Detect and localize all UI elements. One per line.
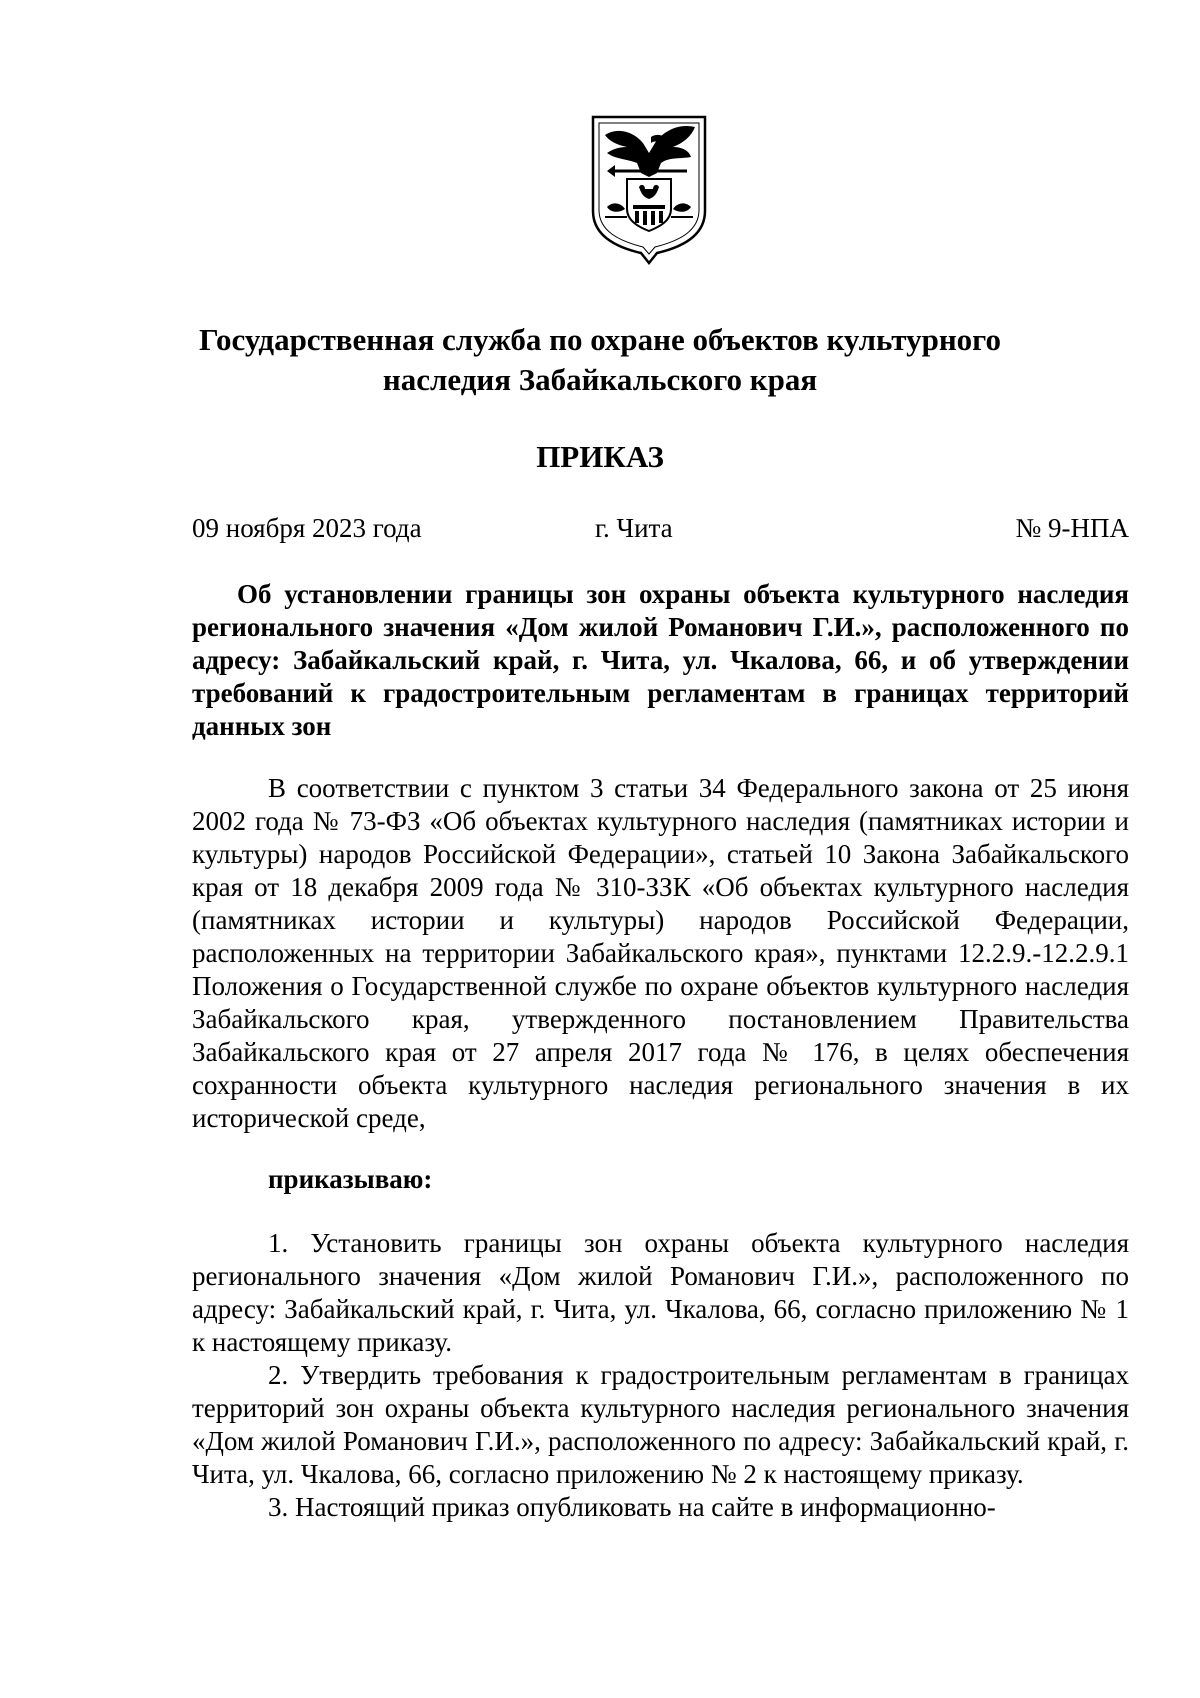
organization-title-line-2: наследия Забайкальского края [382,362,818,397]
order-item-1: 1. Установить границы зон охраны объекта культурного наследия регионального значения «Дом жилой Романович Г.И.», расположенного по адресу: Забайкальский край, г. Чита, ул. Чкалова, 66, согласно приложению № 1 к настоящему приказу. [192,1228,1129,1357]
order-item-2: 2. Утвердить требования к градостроительным регламентам в границах территорий зон охраны объекта культурного наследия регионального значения «Дом жилой Романович Г.И.», расположенного по адресу: Забайкальский край, г. Чита, ул. Чкалова, 66, согласно приложению № 2 к настоящему приказу. [192,1360,1129,1489]
document-subject: Об установлении границы зон охраны объекта культурного наследия регионального значения «Дом жилой Романович Г.И.», расположенного по адресу: Забайкальский край, г. Чита, ул. Чкалова, 66, и об утверждении требований к градостроительным регламентам в границах территорий данных зон [192,579,1129,741]
document-number: № 9-НПА [1015,513,1129,543]
document-type: ПРИКАЗ [536,439,664,474]
order-word: приказываю: [268,1164,433,1194]
document-date: 09 ноября 2023 года [192,513,422,543]
document-meta [192,510,1129,546]
document-city: г. Чита [595,513,673,543]
coat-of-arms-icon [587,113,711,265]
organization-title [140,320,1060,400]
order-items [192,1227,1129,1524]
organization-title-line-1: Государственная служба по охране объектов культурного [198,322,1001,357]
order-item-3: 3. Настоящий приказ опубликовать на сайте в информационно- [268,1492,996,1522]
preamble-paragraph: В соответствии с пунктом 3 статьи 34 Федерального закона от 25 июня 2002 года № 73-ФЗ «Об объектах культурного наследия (памятниках истории и культуры) народов Российской Федерации», статьей 10 Закона Забайкальского края от 18 декабря 2009 года № 310-ЗЗК «Об объектах культурного наследия (памятниках истории и культуры) народов Российской Федерации, расположенных на территории Забайкальского края», пунктами 12.2.9.-12.2.9.1 Положения о Государственной службе по охране объектов культурного наследия Забайкальского края, утвержденного постановлением Правительства Забайкальского края от 27 апреля 2017 года № 176, в целях обеспечения сохранности объекта культурного наследия регионального значения в их исторической среде, [192,773,1129,1133]
